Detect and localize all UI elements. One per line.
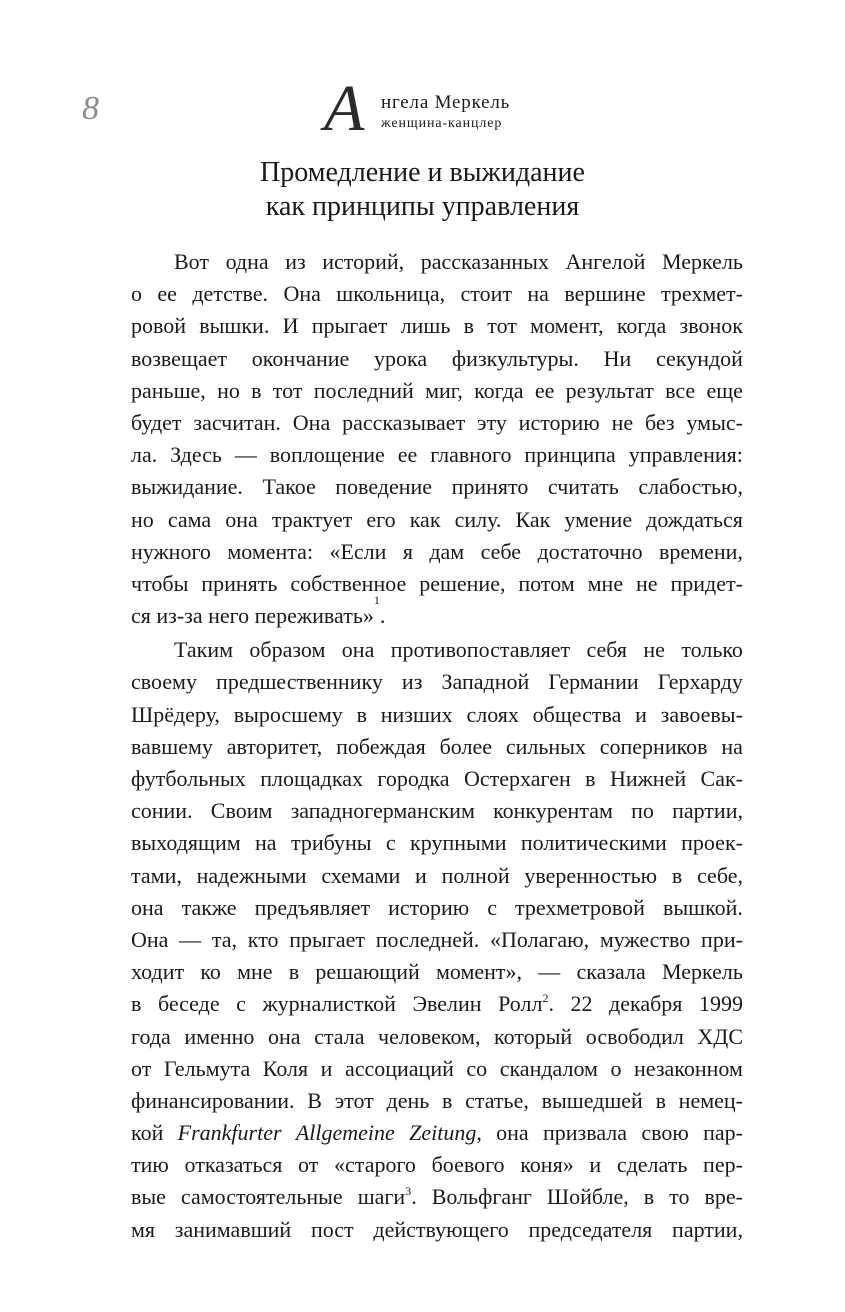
text-line: сонии. Своим западногерманским конкурентам по партии, (131, 798, 743, 824)
text-fragment: ся из-за него переживать» (131, 603, 374, 629)
text-line: в беседе с журналисткой Эвелин Ролл$^2$. 22 декабря 1999 (131, 991, 743, 1017)
text-line: о ее детстве. Она школьница, стоит на вершине трехмет- (131, 281, 743, 307)
text-line: нужного момента: «Если я дам себе достаточно времени, (131, 538, 743, 564)
text-line: выжидание. Такое поведение принято считать слабостью, (131, 474, 743, 500)
text-line: чтобы принять собственное решение, потом мне не придет- (131, 570, 743, 596)
header-book-subtitle: женщина-канцлер (381, 116, 503, 131)
text-line: будет засчитан. Она рассказывает эту историю не без умыс- (131, 409, 743, 435)
text-line: кой Frankfurter Allgemeine Zeitung, она призвала свою пар- (131, 1120, 743, 1146)
header-book-title: нгела Меркель (381, 92, 511, 113)
text-line: года именно она стала человеком, который освободил ХДС (131, 1023, 743, 1049)
newspaper-title: Zeitung (409, 1120, 477, 1146)
text-line: Она — та, кто прыгает последней. «Полагаю, мужество при- (131, 926, 743, 952)
footnote-marker: 1 (373, 593, 380, 608)
text-line: тами, надежными схемами и полной уверенностью в себе, (131, 862, 743, 888)
text-line: ровой вышки. И прыгает лишь в тот момент, когда звонок (131, 313, 743, 339)
body-text (131, 246, 743, 1246)
text-line: выходящим на трибуны с крупными политическими проек- (131, 830, 743, 856)
text-line: Вот одна из историй, рассказанных Ангелой Меркель (174, 249, 743, 274)
header-decorative-initial: А (324, 72, 365, 145)
text-line: она также предъявляет историю с трехметровой вышкой. (131, 894, 743, 920)
text-line: ходит ко мне в решающий момент», — сказала Меркель (131, 959, 743, 985)
text-line: футбольных площадках городка Остерхаген в Нижней Сак- (131, 766, 743, 791)
text-line: Таким образом она противопоставляет себя не только (174, 637, 743, 663)
text-line: финансировании. В этот день в статье, вышедшей в немец- (131, 1087, 743, 1113)
text-line: ла. Здесь — воплощение ее главного принципа управления: (131, 442, 743, 468)
text-line: своему предшественнику из Западной Германии Герхарду (131, 669, 743, 695)
text-line: возвещает окончание урока физкультуры. Ни секундой (131, 345, 743, 371)
page-number: 8 (82, 90, 99, 127)
chapter-title (0, 156, 845, 224)
running-header (0, 72, 845, 145)
paragraph (131, 634, 743, 1246)
text-line: вавшему авторитет, побеждая более сильных соперников на (131, 733, 743, 759)
chapter-title-line: Промедление и выжидание (260, 157, 585, 188)
text-line: но сама она трактует его как силу. Как умение дождаться (131, 506, 743, 532)
text-line: вые самостоятельные шаги$^3$. Вольфганг Шойбле, в то вре- (131, 1184, 743, 1210)
text-line: Шрёдеру, выросшему в низших слоях общества и завоевы- (131, 701, 743, 727)
paragraph (131, 246, 743, 632)
text-line: от Гельмута Коля и ассоциаций со скандалом о незаконном (131, 1055, 743, 1081)
text-line: раньше, но в тот последний миг, когда ее результат все еще (131, 377, 743, 403)
footnote-marker: 3 (405, 1184, 412, 1199)
chapter-title-line: как принципы управления (265, 191, 580, 222)
newspaper-title: Allgemeine (295, 1120, 395, 1146)
text-line: тию отказаться от «старого боевого коня» и сделать пер- (131, 1152, 743, 1178)
text-line: мя занимавший пост действующего председателя партии, (131, 1216, 743, 1242)
footnote-marker: 2 (542, 991, 549, 1006)
newspaper-title: Frankfurter (177, 1120, 282, 1146)
text-line: ся из-за него переживать» 1 . (131, 600, 743, 632)
